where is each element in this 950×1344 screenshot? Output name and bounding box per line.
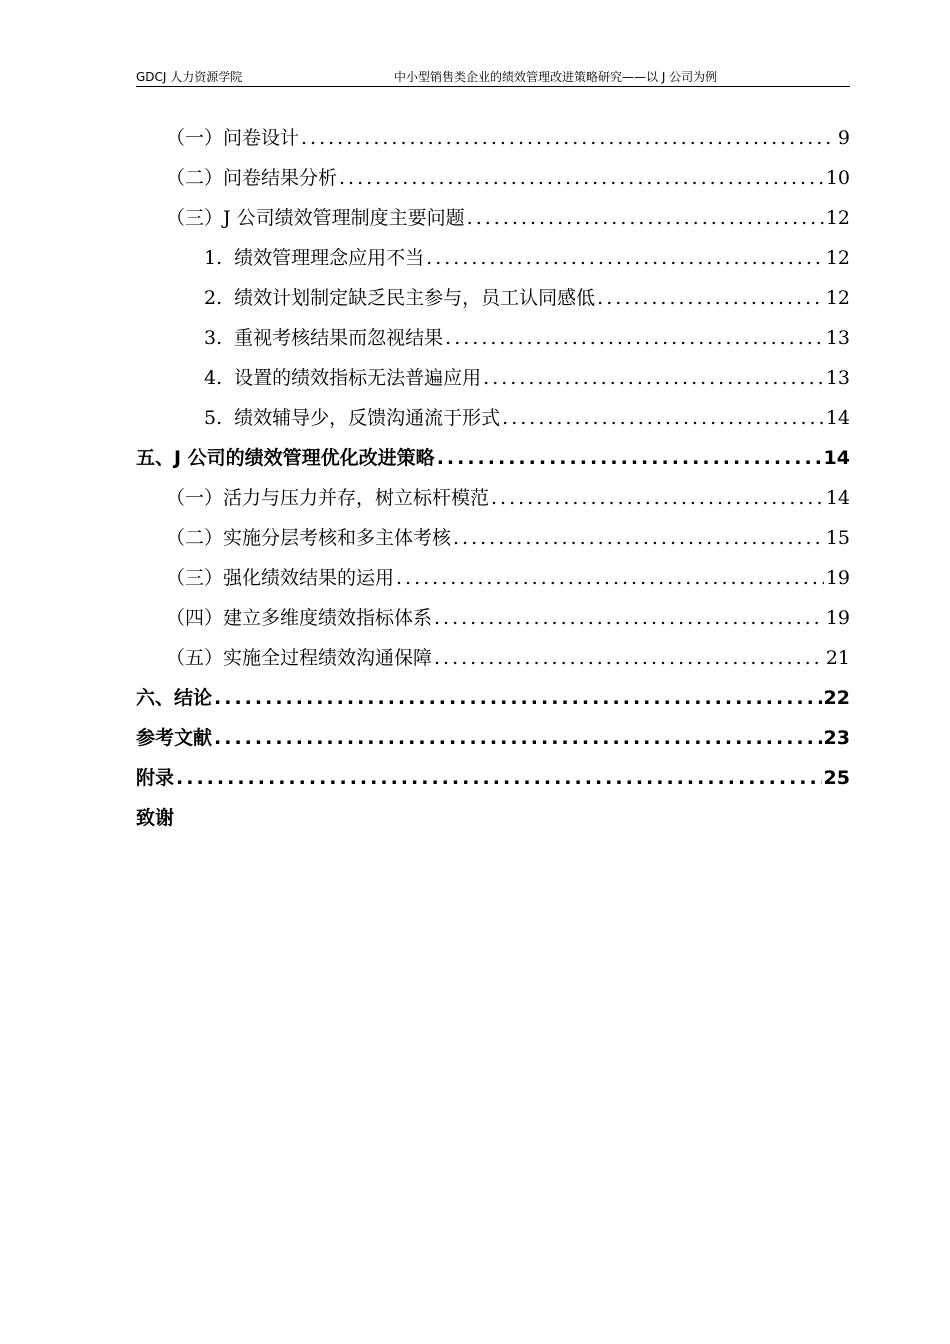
toc-entry-title: 绩效计划制定缺乏民主参与，员工认同感低 — [234, 287, 596, 309]
toc-entry[interactable] — [136, 718, 850, 758]
toc-dot-leader — [445, 318, 824, 358]
toc-entry[interactable] — [136, 758, 850, 798]
toc-dot-leader — [597, 278, 824, 318]
toc-entry-page: 14 — [825, 407, 850, 429]
toc-entry[interactable] — [136, 478, 850, 518]
toc-entry-title: 重视考核结果而忽视结果 — [234, 327, 444, 349]
toc-entry-title: 参考文献 — [136, 727, 213, 749]
toc-entry-title: （二）问卷结果分析 — [166, 167, 338, 189]
toc-entry-number: 1. — [204, 247, 223, 269]
toc-dot-leader — [453, 518, 824, 558]
toc-entry[interactable] — [136, 318, 850, 358]
toc-entry-title: 绩效管理理念应用不当 — [234, 247, 425, 269]
toc-entry-page: 9 — [837, 127, 850, 149]
toc-entry-title: （二）实施分层考核和多主体考核 — [166, 527, 452, 549]
toc-entry-page: 15 — [825, 527, 850, 549]
toc-entry-title: 附录 — [136, 767, 175, 789]
toc-dot-leader — [502, 398, 824, 438]
toc-entry-number: 5. — [204, 407, 223, 429]
toc-entry-title: 六、结论 — [136, 687, 213, 709]
toc-entry-page: 23 — [823, 727, 850, 749]
toc-entry-page: 13 — [825, 327, 850, 349]
toc-entry-page: 12 — [825, 287, 850, 309]
toc-dot-leader — [434, 598, 824, 638]
toc-entry[interactable] — [136, 158, 850, 198]
toc-dot-leader — [339, 158, 824, 198]
toc-entry-page: 12 — [825, 207, 850, 229]
toc-entry-page: 10 — [825, 167, 850, 189]
toc-entry-page: 13 — [825, 367, 850, 389]
page-header — [136, 66, 850, 87]
toc-entry[interactable] — [136, 558, 850, 598]
header-thesis-title: 中小型销售类企业的绩效管理改进策略研究——以 J 公司为例 — [394, 70, 718, 84]
toc-entry-number: 2. — [204, 287, 223, 309]
toc-entry[interactable] — [136, 118, 850, 158]
toc-dot-leader — [467, 198, 824, 238]
toc-dot-leader — [176, 758, 822, 798]
toc-entry[interactable] — [136, 638, 850, 678]
toc-entry[interactable] — [136, 398, 850, 438]
toc-entry[interactable] — [136, 518, 850, 558]
toc-entry-page: 22 — [823, 687, 850, 709]
toc-entry[interactable] — [136, 238, 850, 278]
toc-entry-number: 3. — [204, 327, 223, 349]
toc-entry-page: 14 — [825, 487, 850, 509]
toc-entry-title: 绩效辅导少，反馈沟通流于形式 — [234, 407, 501, 429]
toc-entry-page: 25 — [823, 767, 850, 789]
toc-dot-leader — [214, 718, 822, 758]
toc-entry-title: （三）强化绩效结果的运用 — [166, 567, 395, 589]
toc-dot-leader — [426, 238, 824, 278]
toc-entry-title: 致谢 — [136, 807, 175, 829]
toc-entry[interactable] — [136, 798, 850, 838]
toc-entry-title: （五）实施全过程绩效沟通保障 — [166, 647, 433, 669]
toc-entry-title: （三）J 公司绩效管理制度主要问题 — [166, 207, 465, 229]
toc-entry[interactable] — [136, 438, 850, 478]
toc-dot-leader — [434, 638, 824, 678]
toc-entry-title: （四）建立多维度绩效指标体系 — [166, 607, 433, 629]
toc-dot-leader — [214, 678, 822, 718]
toc-dot-leader — [491, 478, 824, 518]
toc-dot-leader — [396, 558, 824, 598]
toc-entry[interactable] — [136, 678, 850, 718]
header-school: GDCJ 人力资源学院 — [136, 70, 243, 84]
toc-entry-number: 4. — [204, 367, 223, 389]
toc-dot-leader — [301, 118, 836, 158]
toc-entry[interactable] — [136, 278, 850, 318]
table-of-contents — [136, 118, 850, 838]
toc-entry-page: 12 — [825, 247, 850, 269]
toc-entry-title: 五、J 公司的绩效管理优化改进策略 — [136, 447, 435, 469]
toc-entry-page: 14 — [823, 447, 850, 469]
toc-dot-leader — [437, 438, 822, 478]
toc-entry-page: 21 — [825, 647, 850, 669]
toc-entry[interactable] — [136, 198, 850, 238]
toc-entry[interactable] — [136, 358, 850, 398]
toc-entry-title: （一）问卷设计 — [166, 127, 300, 149]
toc-entry-page: 19 — [825, 607, 850, 629]
toc-entry-page: 19 — [825, 567, 850, 589]
toc-dot-leader — [483, 358, 824, 398]
toc-entry[interactable] — [136, 598, 850, 638]
toc-entry-title: 设置的绩效指标无法普遍应用 — [234, 367, 482, 389]
toc-entry-title: （一）活力与压力并存，树立标杆模范 — [166, 487, 490, 509]
